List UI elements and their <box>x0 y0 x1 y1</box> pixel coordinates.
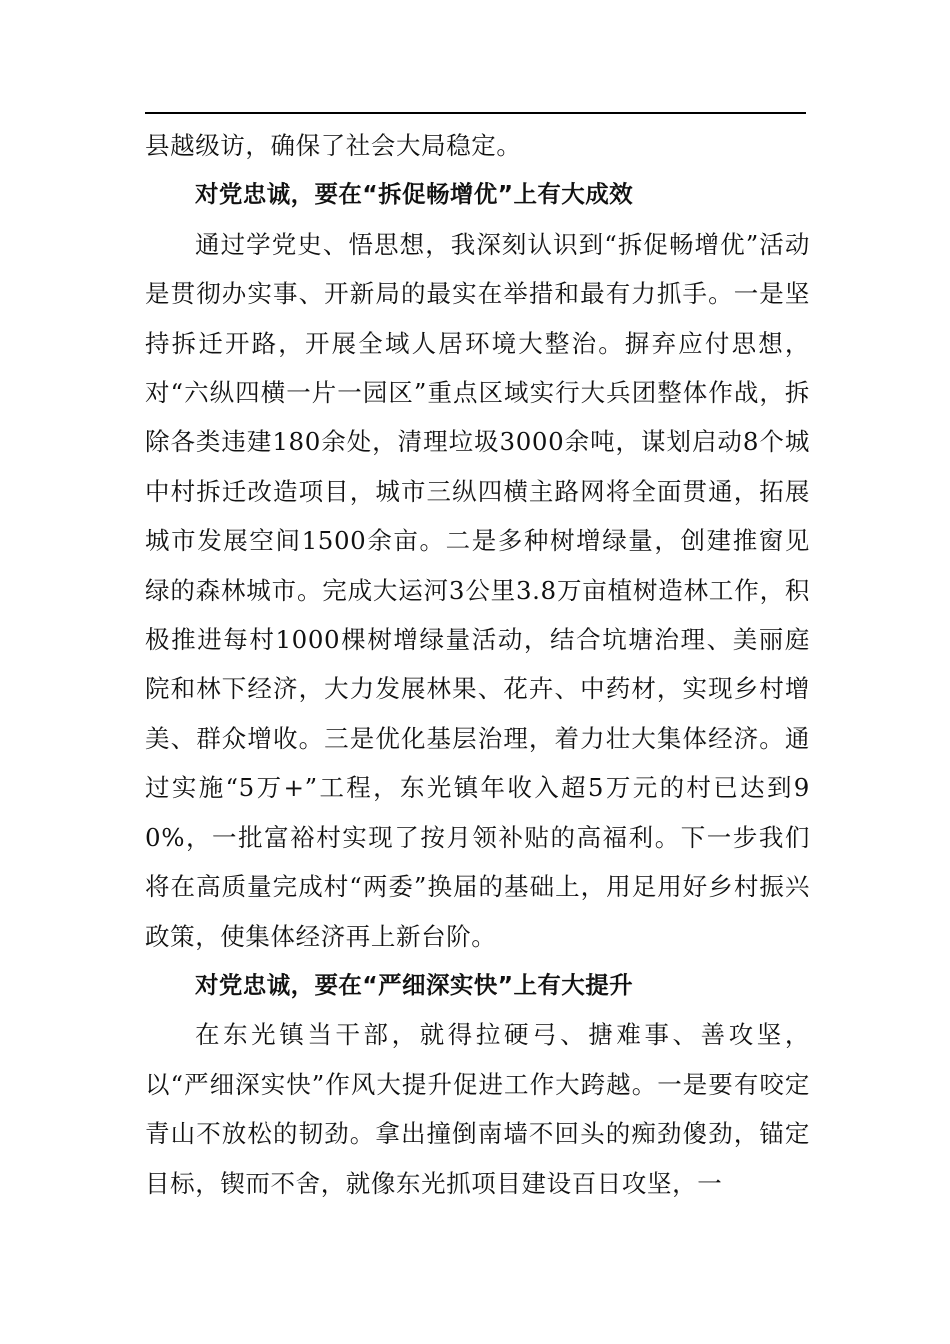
section-heading-1: 对党忠诚，要在“拆促畅增优”上有大成效 <box>195 180 633 209</box>
section-body-1: 通过学党史、悟思想，我深刻认识到“拆促畅增优”活动是贯彻办实事、开新局的最实在举措和最有力抓手。一是坚持拆迁开路，开展全域人居环境大整治。摒弃应付思想，对“六纵四横一片一园区”重点区域实行大兵团整体作战，拆除各类违建180余处，清理垃圾3000余吨，谋划启动8个城中村拆迁改造项目，城市三纵四横主路网将全面贯通，拓展城市发展空间1500余亩。二是多种树增绿量，创建推窗见绿的森林城市。完成大运河3公里3.8万亩植树造林工作，积极推进每村1000棵树增绿量活动，结合坑塘治理、美丽庭院和林下经济，大力发展林果、花卉、中药材，实现乡村增美、群众增收。三是优化基层治理，着力壮大集体经济。通过实施“5万+”工程，东光镇年收入超5万元的村已达到90%，一批富裕村实现了按月领补贴的高福利。下一步我们将在高质量完成村“两委”换届的基础上，用足用好乡村振兴政策，使集体经济再上新台阶。 <box>145 229 810 951</box>
document-body <box>145 121 810 1208</box>
continuation-paragraph: 县越级访，确保了社会大局稳定。 <box>145 131 522 160</box>
header-rule <box>145 112 806 114</box>
section-heading-2: 对党忠诚，要在“严细深实快”上有大提升 <box>195 970 633 999</box>
section-body-2: 在东光镇当干部，就得拉硬弓、搪难事、善攻坚，以“严细深实快”作风大提升促进工作大跨越。一是要有咬定青山不放松的韧劲。拿出撞倒南墙不回头的痴劲傻劲，锚定目标，锲而不舍，就像东光抓项目建设百日攻坚，一 <box>145 1020 810 1198</box>
